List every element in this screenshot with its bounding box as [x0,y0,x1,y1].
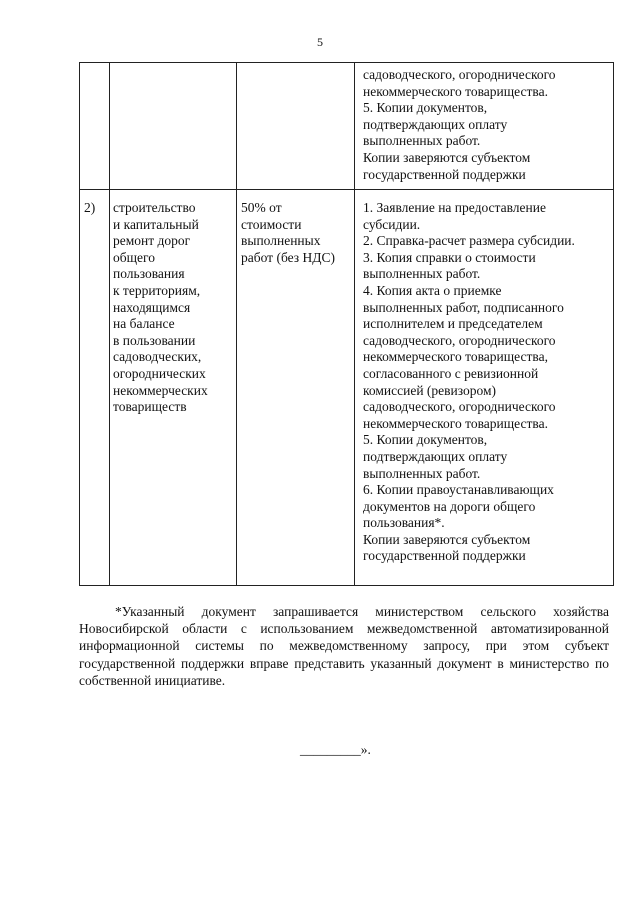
table-row [80,63,614,190]
amount-cell: 50% от стоимости выполненных работ (без НДС) [237,190,355,586]
documents-cell: садоводческого, огороднического некоммерческого товарищества. 5. Копии документов, подтверждающих оплату выполненных работ. Копии заверяются субъектом государственной поддержки [355,63,614,190]
documents-cell: 1. Заявление на предоставление субсидии. 2. Справка-расчет размера субсидии. 3. Копия справки о стоимости выполненных работ. 4. Копия акта о приемке выполненных работ, подписанного исполнителем и председателем садоводческого, огороднического некоммерческого товарищества, согласованного с ревизионной комиссией (ревизором) садоводческого, огороднического некоммерческого товарищества. 5. Копии документов, подтверждающих оплату выполненных работ. 6. Копии правоустанавливающих документов на дороги общего пользования*. Копии заверяются субъектом государственной поддержки [355,190,614,586]
activity-cell: строительство и капитальный ремонт дорог общего пользования к территориям, находящимся на балансе в пользовании садоводческих, огороднических некоммерческих товариществ [110,190,237,586]
row-number-cell [80,63,110,190]
page-number: 5 [317,35,323,49]
subsidy-documents-table [79,62,614,586]
closing-mark: _________». [300,742,371,757]
row-number-cell: 2) [80,190,110,586]
table-row [80,190,614,586]
footnote: *Указанный документ запрашивается министерством сельского хозяйства Новосибирской области с использованием межведомственной автоматизированной информационной системы по межведомственному запросу, при этом субъект государственной поддержки вправе представить указанный документ в министерство по собственной инициативе. [79,604,609,688]
amount-cell [237,63,355,190]
activity-cell [110,63,237,190]
